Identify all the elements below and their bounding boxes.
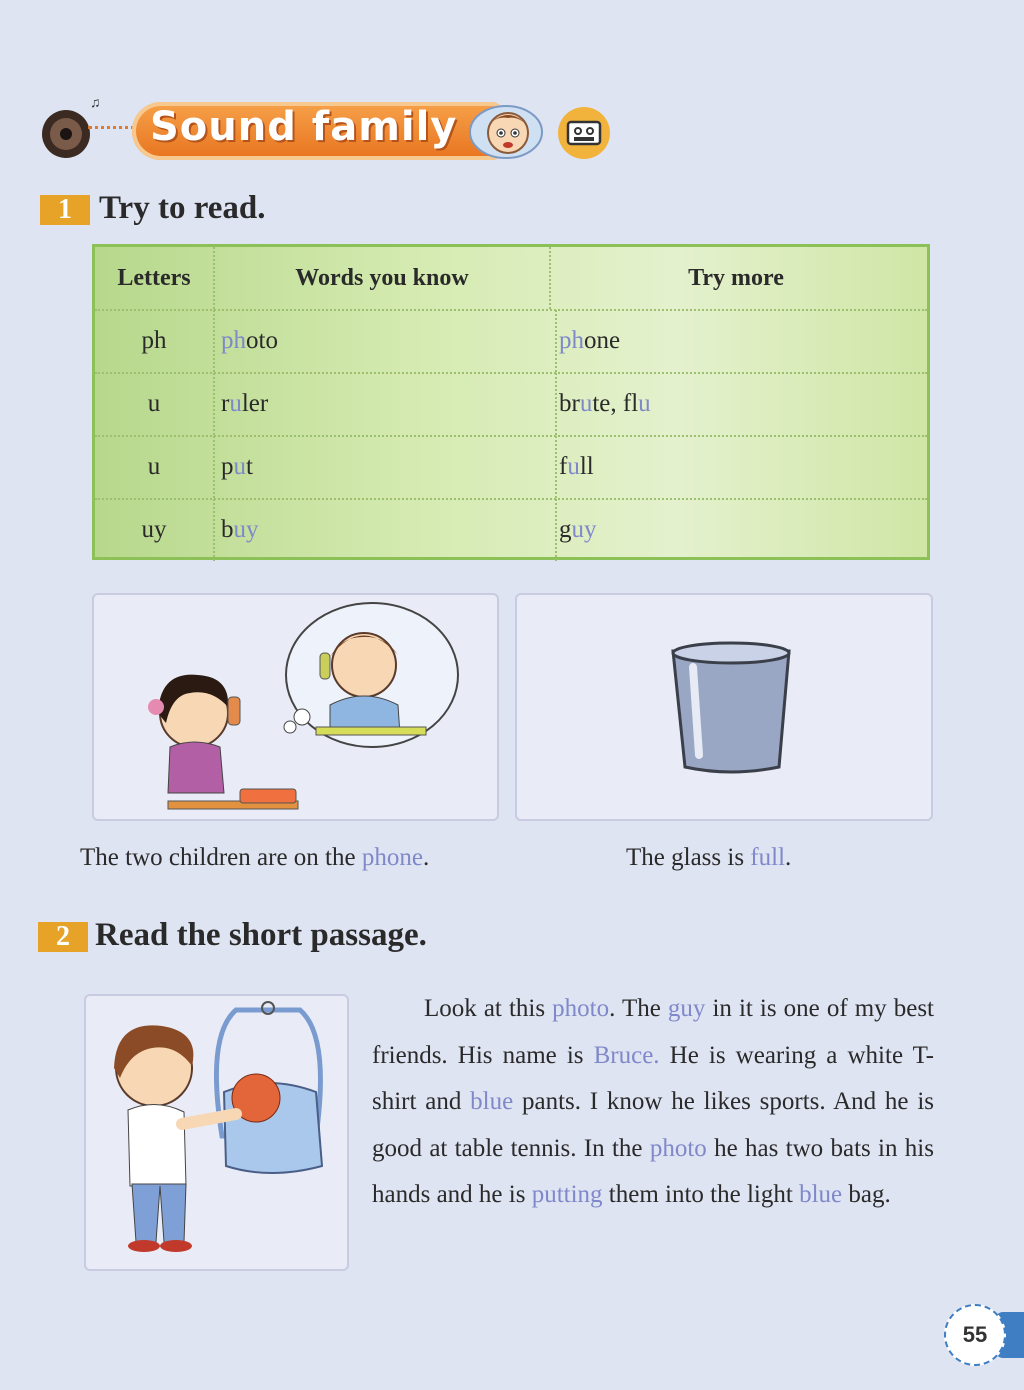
table-row bbox=[95, 436, 927, 500]
text-segment: . bbox=[422, 844, 430, 871]
text-segment: pants. I know he likes sports. And he is good at table tennis. In the bbox=[372, 1088, 934, 1162]
text-segment: g bbox=[559, 516, 572, 543]
section-1-title: Try to read. bbox=[99, 190, 266, 226]
cassette-tape-icon bbox=[556, 105, 612, 161]
full-glass-illustration bbox=[517, 595, 931, 819]
phonics-table bbox=[92, 244, 930, 560]
highlighted-letters: photo bbox=[649, 1134, 707, 1162]
try-more-cell bbox=[551, 310, 929, 372]
text-segment: . bbox=[785, 844, 792, 871]
highlighted-letters: photo bbox=[552, 995, 610, 1022]
text-segment: The glass is bbox=[626, 844, 751, 871]
text-segment: He is wearing a white T-shirt and bbox=[372, 1041, 934, 1116]
letters-cell: u bbox=[95, 436, 215, 498]
text-segment: bag. bbox=[842, 1181, 891, 1209]
text-segment: The two children are on the bbox=[80, 844, 362, 871]
header-words-you-know: Words you know bbox=[215, 247, 551, 309]
music-note-icon: ♫ bbox=[90, 96, 101, 111]
reading-passage bbox=[372, 986, 934, 1219]
text-segment: t bbox=[246, 453, 253, 480]
caption-glass bbox=[626, 844, 791, 872]
boy-with-bag-illustration bbox=[86, 996, 347, 1269]
boy-illustration-box bbox=[84, 994, 349, 1271]
words-you-know-cell bbox=[215, 499, 557, 561]
text-segment: ll bbox=[579, 453, 594, 480]
highlighted-letters: ph bbox=[559, 327, 584, 354]
highlighted-letters: u bbox=[567, 453, 580, 480]
highlighted-letters: phone bbox=[361, 844, 423, 871]
caption-phone bbox=[80, 844, 429, 872]
page-number: 55 bbox=[944, 1304, 1006, 1366]
highlighted-letters: u bbox=[579, 390, 593, 417]
phone-illustration-box bbox=[92, 593, 499, 821]
try-more-cell bbox=[551, 436, 929, 498]
highlighted-letters: full bbox=[750, 844, 786, 871]
text-segment: . The bbox=[609, 995, 668, 1022]
text-segment: te, fl bbox=[592, 390, 639, 417]
children-on-phone-illustration bbox=[94, 595, 497, 819]
table-row bbox=[95, 310, 927, 374]
highlighted-letters: blue bbox=[470, 1088, 514, 1116]
text-segment: one bbox=[584, 327, 621, 354]
text-segment: them into the light bbox=[602, 1181, 800, 1209]
text-segment: b bbox=[221, 516, 234, 543]
table-row bbox=[95, 373, 927, 437]
cd-icon bbox=[40, 108, 92, 160]
text-segment: br bbox=[559, 390, 580, 417]
letters-cell: ph bbox=[95, 310, 215, 372]
glass-illustration-box bbox=[515, 593, 933, 821]
highlighted-letters: putting bbox=[531, 1181, 603, 1209]
section-1-number: 1 bbox=[40, 195, 90, 225]
highlighted-letters: ph bbox=[221, 327, 246, 354]
highlighted-letters: guy bbox=[667, 995, 706, 1022]
text-segment: r bbox=[221, 390, 230, 417]
text-segment: Look at this bbox=[424, 995, 553, 1022]
highlighted-letters: Bruce. bbox=[593, 1041, 660, 1069]
words-you-know-cell bbox=[215, 310, 557, 372]
text-segment: oto bbox=[246, 327, 278, 354]
try-more-cell bbox=[551, 499, 929, 561]
text-segment: ler bbox=[241, 390, 269, 417]
highlighted-letters: blue bbox=[799, 1181, 843, 1209]
highlighted-letters: u bbox=[638, 390, 651, 417]
highlighted-letters: u bbox=[229, 390, 242, 417]
text-segment: f bbox=[559, 453, 568, 480]
boy-face-icon bbox=[466, 100, 548, 162]
words-you-know-cell bbox=[215, 436, 557, 498]
table-header-row bbox=[95, 247, 927, 311]
header-try-more: Try more bbox=[688, 265, 784, 291]
text-segment: p bbox=[221, 453, 234, 480]
words-you-know-cell bbox=[215, 373, 557, 435]
try-more-cell bbox=[551, 373, 929, 435]
page-title: Sound family bbox=[150, 104, 458, 150]
header-letters: Letters bbox=[95, 247, 215, 309]
highlighted-letters: uy bbox=[571, 516, 597, 543]
text-segment: in it is one of my best friends. His name is bbox=[372, 995, 934, 1069]
highlighted-letters: u bbox=[233, 453, 246, 480]
highlighted-letters: uy bbox=[233, 516, 259, 543]
section-2-number: 2 bbox=[38, 922, 88, 952]
letters-cell: uy bbox=[95, 499, 215, 561]
table-row bbox=[95, 499, 927, 561]
text-segment: he has two bats in his hands and he is bbox=[372, 1134, 934, 1209]
letters-cell: u bbox=[95, 373, 215, 435]
section-2-title: Read the short passage. bbox=[95, 917, 427, 953]
